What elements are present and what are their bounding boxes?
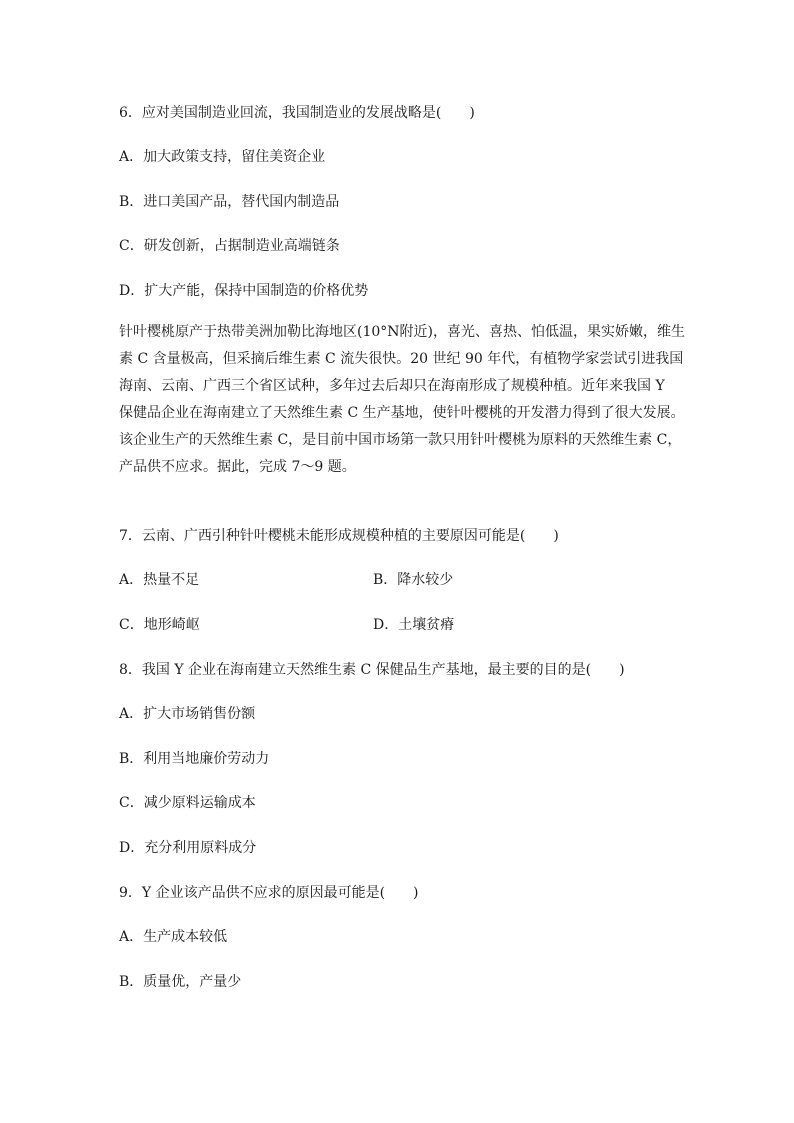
- question-8-option-b: B．利用当地廉价劳动力: [119, 751, 270, 767]
- question-6-option-b: B．进口美国产品，替代国内制造品: [119, 194, 340, 210]
- passage-line: 产品供不应求。据此，完成 7～9 题。: [119, 459, 356, 475]
- question-6-option-a: A．加大政策支持，留住美资企业: [119, 149, 326, 165]
- question-7-option-a: A．热量不足: [119, 572, 200, 588]
- question-9-option-a: A．生产成本较低: [119, 929, 228, 945]
- question-7-option-c: C．地形崎岖: [119, 617, 200, 633]
- passage-line: 素 C 含量极高，但采摘后维生素 C 流失很快。20 世纪 90 年代，有植物学家尝试引进我国: [119, 351, 684, 367]
- question-7-option-d: D．土壤贫瘠: [373, 617, 455, 633]
- question-6-option-c: C．研发创新，占据制造业高端链条: [119, 238, 340, 254]
- question-8-option-a: A．扩大市场销售份额: [119, 706, 256, 722]
- reading-passage: [119, 319, 685, 481]
- question-7-option-b: B．降水较少: [373, 572, 454, 588]
- passage-line: 海南、云南、广西三个省区试种，多年过去后却只在海南形成了规模种植。近年来我国 Y: [119, 378, 665, 394]
- question-6-option-d: D．扩大产能，保持中国制造的价格优势: [119, 283, 369, 299]
- question-8-option-c: C．减少原料运输成本: [119, 795, 256, 811]
- question-9-option-b: B．质量优，产量少: [119, 974, 242, 990]
- question-6-stem: 6．应对美国制造业回流，我国制造业的发展战略是( ): [119, 105, 475, 121]
- passage-line: 保健品企业在海南建立了天然维生素 C 生产基地，使针叶樱桃的开发潜力得到了很大发展。: [119, 405, 685, 421]
- question-8-option-d: D．充分利用原料成分: [119, 840, 257, 856]
- question-9-stem: 9．Y 企业该产品供不应求的原因最可能是( ): [119, 885, 419, 901]
- passage-line: 该企业生产的天然维生素 C，是目前中国市场第一款只用针叶樱桃为原料的天然维生素 C，: [119, 432, 682, 448]
- passage-line: 针叶樱桃原产于热带美洲加勒比海地区(10°N附近)，喜光、喜热、怕低温，果实娇嫩，维生: [119, 324, 685, 340]
- question-7-stem: 7．云南、广西引种针叶樱桃未能形成规模种植的主要原因可能是( ): [119, 528, 559, 544]
- question-8-stem: 8．我国 Y 企业在海南建立天然维生素 C 保健品生产基地，最主要的目的是( ): [119, 662, 625, 678]
